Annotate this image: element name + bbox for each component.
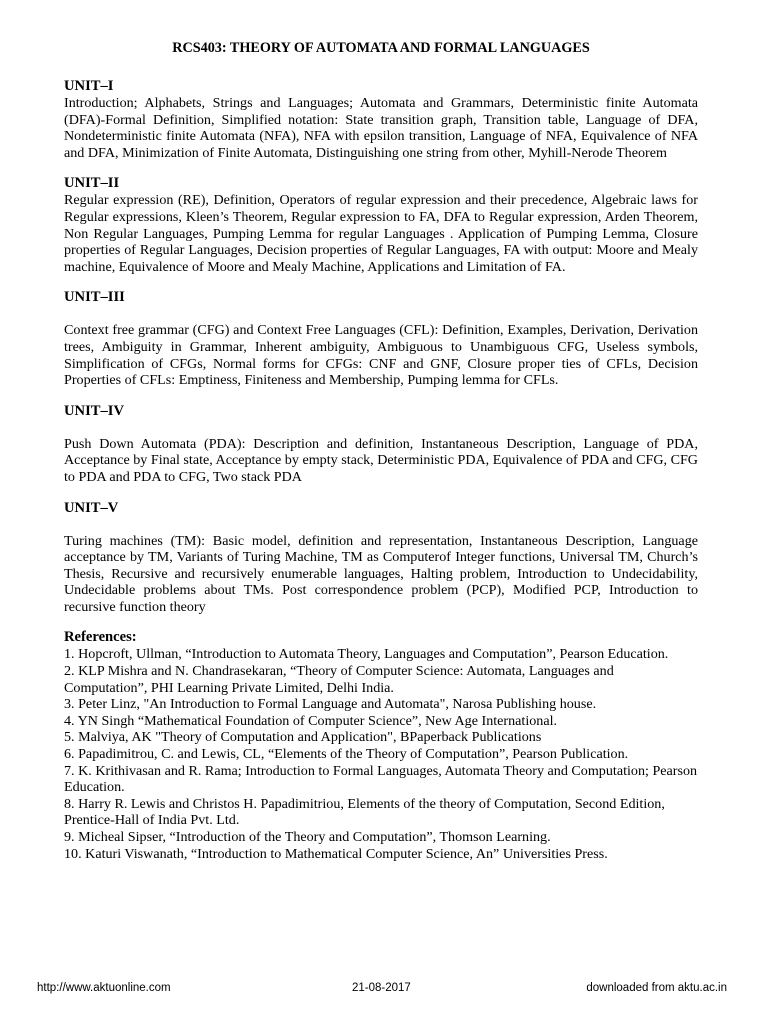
unit-body: Regular expression (RE), Definition, Operators of regular expression and their precedence, Algebraic laws for Regular expressions, Kleen’s Theorem, Regular expression to FA, DFA to Regular expression, Arden Theorem, Non Regular Languages, Pumping Lemma for regular Languages . Application of Pumping Lemma, Closure properties of Regular Languages, Decision properties of Regular Languages, FA with output: Moore and Mealy machine, Equivalence of Moore and Mealy Machine, Applications and Limitation of FA. bbox=[64, 192, 698, 275]
references-heading: References: bbox=[64, 629, 137, 646]
footer-url: http://www.aktuonline.com bbox=[37, 982, 171, 994]
document-title: RCS403: THEORY OF AUTOMATA AND FORMAL LANGUAGES bbox=[172, 40, 590, 56]
unit-body: Turing machines (TM): Basic model, definition and representation, Instantaneous Description, Language acceptance by TM, Variants of Turing Machine, TM as Computerof Integer functions, Universal TM, Church’s Thesis, Recursive and recursively enumerable languages, Halting problem, Introduction to Undecidability, Undecidable problems about TMs. Post correspondence problem (PCP), Modified PCP, Introduction to recursive function theory bbox=[64, 532, 698, 615]
page-footer bbox=[0, 982, 768, 998]
reference-item: 1. Hopcroft, Ullman, “Introduction to Automata Theory, Languages and Computation”, Pearson Education. bbox=[64, 646, 669, 663]
reference-item: 7. K. Krithivasan and R. Rama; Introduction to Formal Languages, Automata Theory and Computation; Pearson Education. bbox=[64, 762, 698, 796]
unit-heading: UNIT–V bbox=[64, 499, 119, 516]
unit-section-5 bbox=[64, 499, 698, 616]
reference-item: 9. Micheal Sipser, “Introduction of the Theory and Computation”, Thomson Learning. bbox=[64, 829, 551, 845]
document-page bbox=[64, 40, 698, 862]
references-section bbox=[64, 628, 698, 862]
footer-date: 21-08-2017 bbox=[352, 982, 411, 994]
reference-item: 5. Malviya, AK "Theory of Computation and Application", BPaperback Publications bbox=[64, 729, 542, 746]
reference-item: 4. YN Singh “Mathematical Foundation of Computer Science”, New Age International. bbox=[64, 712, 558, 729]
reference-item: 8. Harry R. Lewis and Christos H. Papadimitriou, Elements of the theory of Computation, Second Edition, Prentice-Hall of India Pvt. Ltd. bbox=[64, 795, 665, 829]
unit-body: Push Down Automata (PDA): Description and definition, Instantaneous Description, Language of PDA, Acceptance by Final state, Acceptance by empty stack, Deterministic PDA, Equivalence of PDA and CFG, CFG to PDA and PDA to CFG, Two stack PDA bbox=[64, 435, 698, 485]
unit-section-4 bbox=[64, 402, 698, 486]
unit-section-2 bbox=[64, 174, 698, 275]
footer-source: downloaded from aktu.ac.in bbox=[586, 982, 727, 994]
unit-heading: UNIT–II bbox=[64, 175, 120, 192]
unit-body: Introduction; Alphabets, Strings and Languages; Automata and Grammars, Deterministic finite Automata (DFA)-Formal Definition, Simplified notation: State transition graph, Transition table, Language of DFA, Nondeterministic finite Automata (NFA), NFA with epsilon transition, Language of NFA, Equivalence of NFA and DFA, Minimization of Finite Automata, Distinguishing one string from other, Myhill-Nerode Theorem bbox=[64, 95, 698, 161]
reference-item: 2. KLP Mishra and N. Chandrasekaran, “Theory of Computer Science: Automata, Languages and Computation”, PHI Learning Private Limited, Delhi India. bbox=[64, 663, 614, 696]
unit-heading: UNIT–III bbox=[64, 289, 125, 306]
unit-heading: UNIT–I bbox=[64, 78, 114, 94]
references-list bbox=[64, 646, 698, 862]
reference-item: 10. Katuri Viswanath, “Introduction to Mathematical Computer Science, An” Universities Press. bbox=[64, 845, 608, 862]
unit-section-1 bbox=[64, 77, 698, 161]
unit-body: Context free grammar (CFG) and Context Free Languages (CFL): Definition, Examples, Derivation, Derivation trees, Ambiguity in Grammar, Inherent ambiguity, Ambiguous to Unambiguous CFG, Useless symbols, Simplification of CFGs, Normal forms for CFGs: CNF and GNF, Closure proper ties of CFLs, Decision Properties of CFLs: Emptiness, Finiteness and Membership, Pumping lemma for CFLs. bbox=[64, 322, 698, 389]
reference-item: 3. Peter Linz, "An Introduction to Formal Language and Automata", Narosa Publishing house. bbox=[64, 696, 597, 713]
unit-heading: UNIT–IV bbox=[64, 402, 125, 419]
unit-section-3 bbox=[64, 288, 698, 388]
reference-item: 6. Papadimitrou, C. and Lewis, CL, “Elements of the Theory of Computation”, Pearson Publication. bbox=[64, 746, 629, 763]
